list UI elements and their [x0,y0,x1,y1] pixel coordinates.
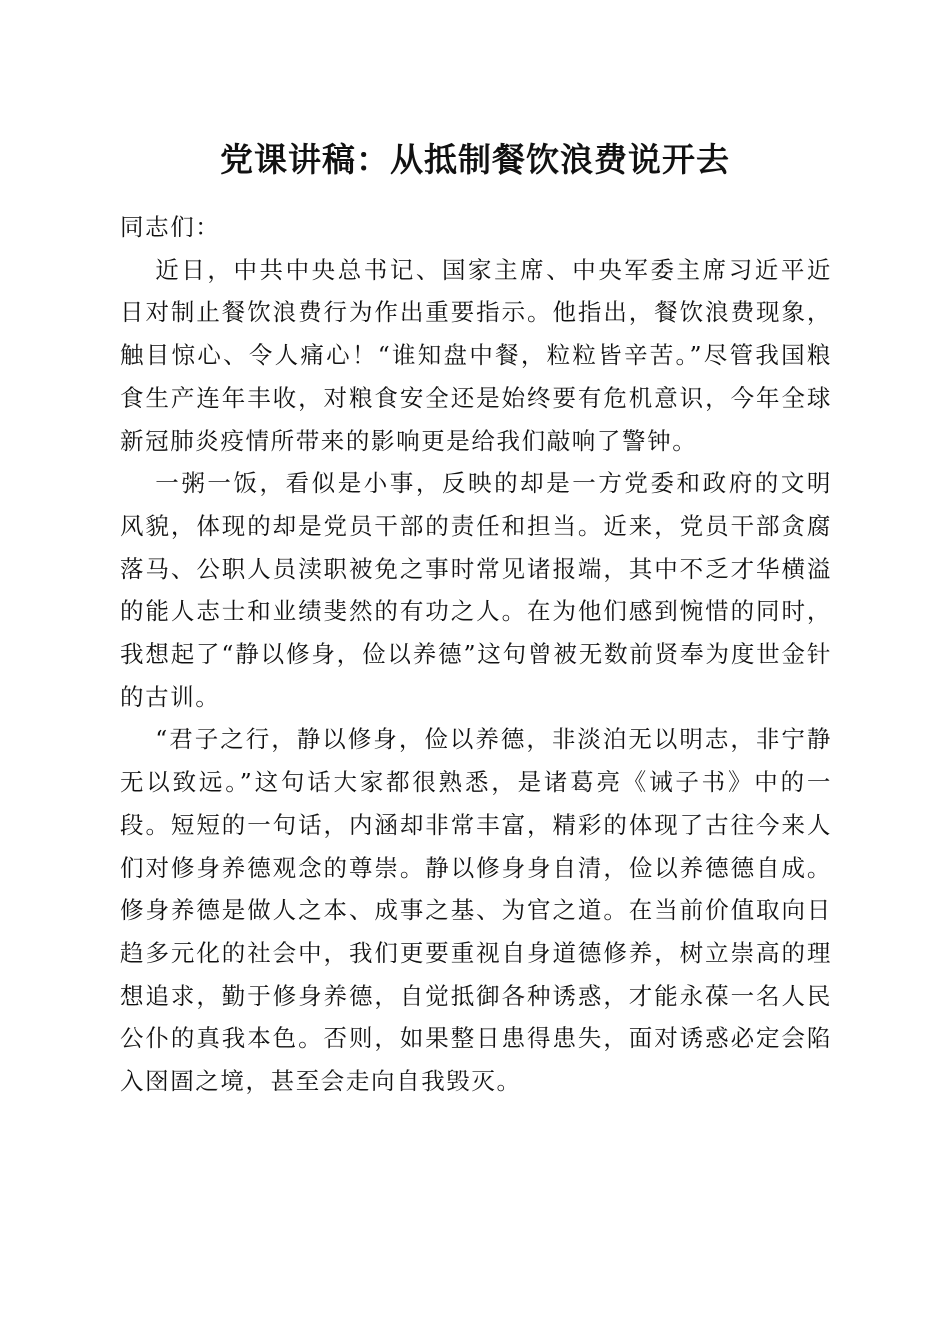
paragraph-3: “君子之行，静以修身，俭以养德，非淡泊无以明志，非宁静无以致远。”这句话大家都很熟悉，是诸葛亮《诫子书》中的一段。短短的一句话，内涵却非常丰富，精彩的体现了古往今来人们对修身养德观念的尊崇。静以修身身自清，俭以养德德自成。修身养德是做人之本、成事之基、为官之道。在当前价值取向日趋多元化的社会中，我们更要重视自身道德修养，树立崇高的理想追求，勤于修身养德，自觉抵御各种诱惑，才能永葆一名人民公仆的真我本色。否则，如果整日患得患失，面对诱惑必定会陷入囹圄之境，甚至会走向自我毁灭。 [120,725,832,1096]
paragraph-2: 一粥一饭，看似是小事，反映的却是一方党委和政府的文明风貌，体现的却是党员干部的责任和担当。近来，党员干部贪腐落马、公职人员渎职被免之事时常见诸报端，其中不乏才华横溢的能人志士和业绩斐然的有功之人。在为他们感到惋惜的同时，我想起了“静以修身，俭以养德”这句曾被无数前贤奉为度世金针的古训。 [120,469,832,711]
salutation: 同志们： [120,213,221,241]
document-body [120,206,832,1103]
document-title: 党课讲稿：从抵制餐饮浪费说开去 [220,140,730,179]
paragraph-1: 近日，中共中央总书记、国家主席、中央军委主席习近平近日对制止餐饮浪费行为作出重要指示。他指出，餐饮浪费现象，触目惊心、令人痛心！“谁知盘中餐，粒粒皆辛苦。”尽管我国粮食生产连年丰收，对粮食安全还是始终要有危机意识，今年全球新冠肺炎疫情所带来的影响更是给我们敲响了警钟。 [120,255,832,455]
